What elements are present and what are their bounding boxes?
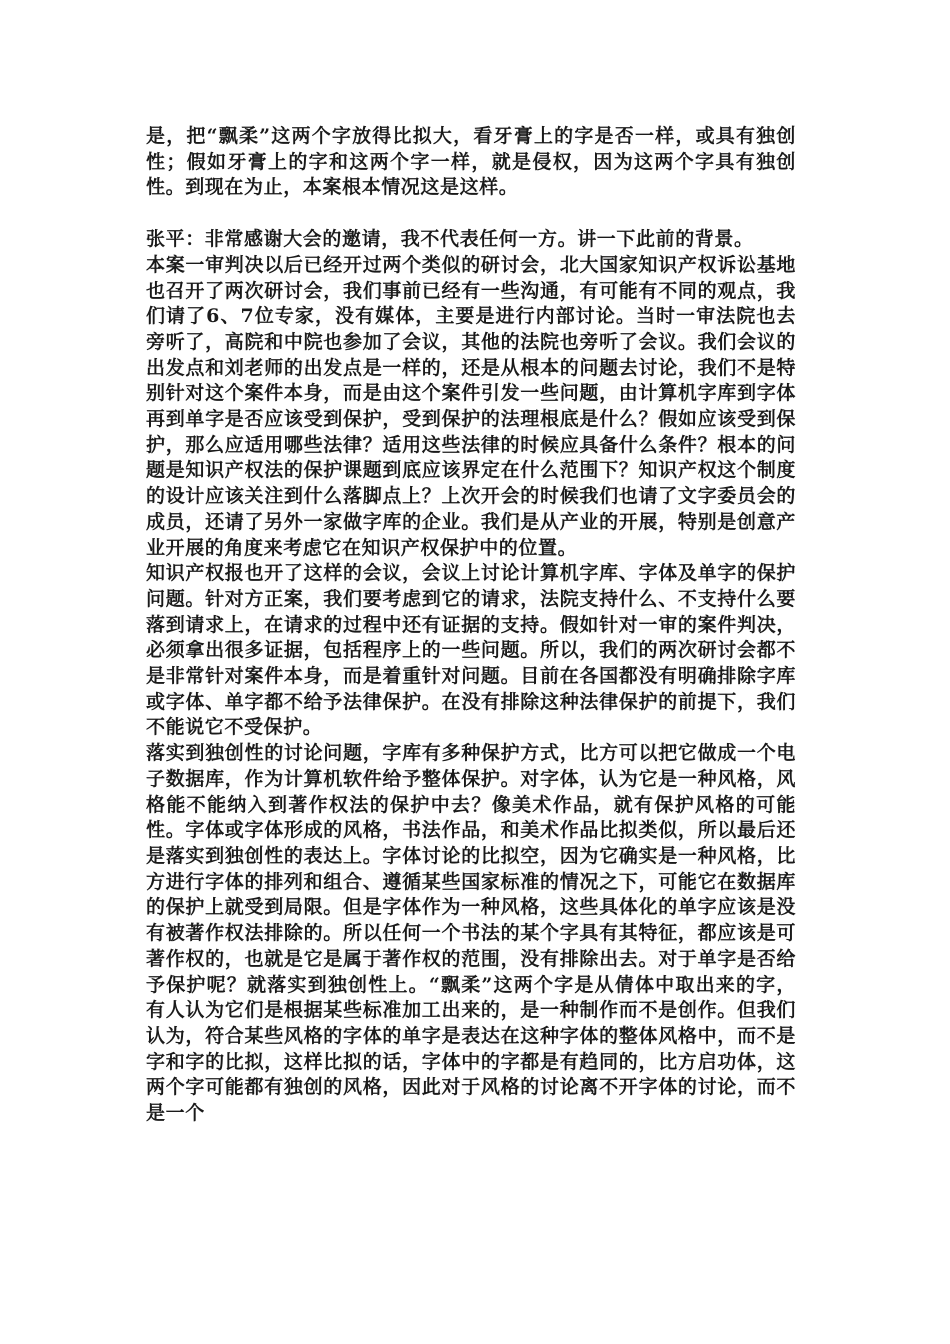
document-body [146,124,796,1127]
paragraph-intro: 是，把“飘柔”这两个字放得比拟大，看牙膏上的字是否一样，或具有独创性；假如牙膏上的字和这两个字一样，就是侵权，因为这两个字具有独创性。到现在为止，本案根本情况这是这样。 [146,125,796,199]
paragraph-originality: 落实到独创性的讨论问题，字库有多种保护方式，比方可以把它做成一个电子数据库，作为计算机软件给予整体保护。对字体，认为它是一种风格，风格能不能纳入到著作权法的保护中去？像美术作品，就有保护风格的可能性。字体或字体形成的风格，书法作品，和美术作品比拟类似，所以最后还是落实到独创性的表达上。字体讨论的比拟空，因为它确实是一种风格，比方进行字体的排列和组合、遵循某些国家标准的情况之下，可能它在数据库的保护上就受到局限。但是字体作为一种风格，这些具体化的单字应该是没有被著作权法排除的。所以任何一个书法的某个字具有其特征，都应该是可著作权的，也就是它是属于著作权的范围，没有排除出去。对于单字是否给予保护呢？就落实到独创性上。“飘柔”这两个字是从倩体中取出来的字，有人认为它们是根据某些标准加工出来的，是一种制作而不是创作。但我们认为，符合某些风格的字体的单字是表达在这种字体的整体风格中，而不是字和字的比拟，这样比拟的话，字体中的字都是有趋同的，比方启功体，这两个字可能都有独创的风格，因此对于风格的讨论离不开字体的讨论，而不是一个 [146,742,796,1125]
paragraph-speaker-zhangping: 张平：非常感谢大会的邀请，我不代表任何一方。讲一下此前的背景。 [146,228,754,251]
paragraph-ip-news-meeting: 知识产权报也开了这样的会议，会议上讨论计算机字库、字体及单字的保护问题。针对方正案，我们要考虑到它的请求，法院支持什么、不支持什么要落到请求上，在请求的过程中还有证据的支持。假如针对一审的案件判决，必须拿出很多证据，包括程序上的一些问题。所以，我们的两次研讨会都不是非常针对案件本身，而是着重针对问题。目前在各国都没有明确排除字库或字体、单字都不给予法律保护。在没有排除这种法律保护的前提下，我们不能说它不受保护。 [146,562,796,739]
paragraph-background: 本案一审判决以后已经开过两个类似的研讨会，北大国家知识产权诉讼基地也召开了两次研讨会，我们事前已经有一些沟通，有可能有不同的观点，我们请了6、7位专家，没有媒体，主要是进行内部讨论。当时一审法院也去旁听了，高院和中院也参加了会议，其他的法院也旁听了会议。我们会议的出发点和刘老师的出发点是一样的，还是从根本的问题去讨论，我们不是特别针对这个案件本身，而是由这个案件引发一些问题，由计算机字库到字体再到单字是否应该受到保护，受到保护的法理根底是什么？假如应该受到保护，那么应适用哪些法律？适用这些法律的时候应具备什么条件？根本的问题是知识产权法的保护课题到底应该界定在什么范围下？知识产权这个制度的设计应该关注到什么落脚点上？上次开会的时候我们也请了文字委员会的成员，还请了另外一家做字库的企业。我们是从产业的开展，特别是创意产业开展的角度来考虑它在知识产权保护中的位置。 [146,253,796,559]
paragraph-gap [146,201,796,227]
